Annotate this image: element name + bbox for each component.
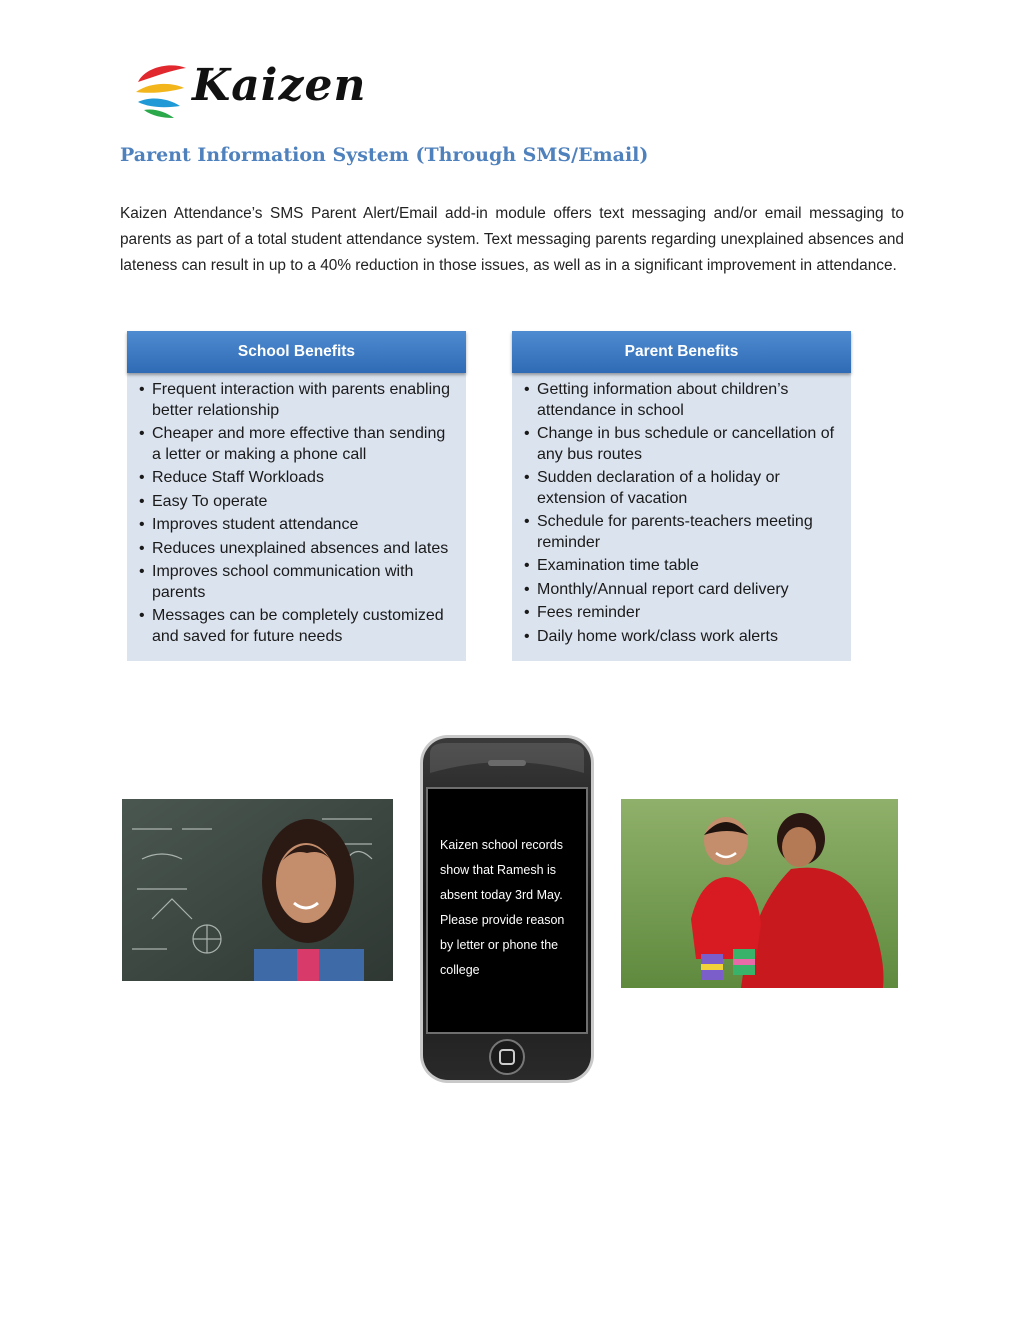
sms-line: by letter or phone the — [440, 938, 559, 952]
list-item-text: Reduce Staff Workloads — [152, 469, 324, 486]
intro-paragraph: Kaizen Attendance’s SMS Parent Alert/Email add-in module offers text messaging and/or email messaging to parents as part of a total student attendance system. Text messaging parents regarding unexplained absences and lateness can result in up to a 40% reduction in those issues, as well as in a significant improvement in attendance. — [120, 205, 904, 274]
parent-child-photo — [621, 799, 898, 988]
list-item — [522, 424, 841, 465]
list-item — [522, 380, 841, 421]
list-item-text: Improves school communication with parents — [152, 563, 414, 601]
page-title: Parent Information System (Through SMS/Email) — [120, 144, 649, 166]
teacher-photo — [122, 799, 393, 981]
list-item — [137, 515, 456, 536]
list-item — [522, 512, 841, 553]
sms-line: show that Ramesh is — [440, 863, 557, 877]
list-item — [137, 380, 456, 421]
list-item — [137, 539, 456, 560]
list-item-text: Sudden declaration of a holiday or extension of vacation — [537, 469, 780, 507]
list-item — [137, 424, 456, 465]
list-item-text: Getting information about children’s attendance in school — [537, 381, 789, 419]
list-item — [522, 556, 841, 577]
list-item — [137, 606, 456, 647]
kaizen-leaf-logo-icon — [134, 60, 194, 122]
parent-benefits-list — [512, 373, 851, 647]
sms-line: absent today 3rd May. — [440, 888, 563, 902]
list-item-text: Reduces unexplained absences and lates — [152, 539, 449, 557]
list-item-text: Fees reminder — [537, 604, 641, 621]
list-item-text: Schedule for parents-teachers meeting reminder — [537, 513, 813, 551]
school-benefits-panel — [127, 331, 466, 661]
list-item-text: Change in bus schedule or cancellation of any bus routes — [537, 425, 835, 463]
school-benefits-heading: School Benefits — [127, 331, 466, 373]
teacher-illustration — [122, 799, 393, 981]
sms-line: Please provide reason — [440, 913, 565, 927]
list-item — [137, 492, 456, 513]
sms-message — [440, 833, 588, 983]
list-item — [522, 580, 841, 601]
school-benefits-list — [127, 373, 466, 647]
list-item — [522, 603, 841, 624]
list-item-text: Easy To operate — [152, 492, 268, 510]
list-item-text: Frequent interaction with parents enabling better relationship — [152, 381, 450, 419]
list-item-text: Cheaper and more effective than sending a letter or making a phone call — [152, 425, 446, 463]
parent-child-illustration — [621, 799, 898, 988]
list-item — [522, 468, 841, 509]
kaizen-logo-text: Kaizen — [192, 60, 367, 111]
list-item — [522, 627, 841, 648]
list-item — [137, 468, 456, 489]
list-item-text: Examination time table — [537, 557, 699, 574]
kaizen-logo — [134, 56, 367, 128]
parent-benefits-panel — [512, 331, 851, 661]
list-item-text: Messages can be completely customized and saved for future needs — [152, 607, 444, 645]
list-item-text: Monthly/Annual report card delivery — [537, 580, 789, 598]
list-item-text: Improves student attendance — [152, 516, 359, 533]
sms-line: college — [440, 963, 480, 977]
list-item — [137, 562, 456, 603]
list-item-text: Daily home work/class work alerts — [537, 627, 778, 645]
sms-line: Kaizen school records — [440, 838, 563, 852]
parent-benefits-heading: Parent Benefits — [512, 331, 851, 373]
